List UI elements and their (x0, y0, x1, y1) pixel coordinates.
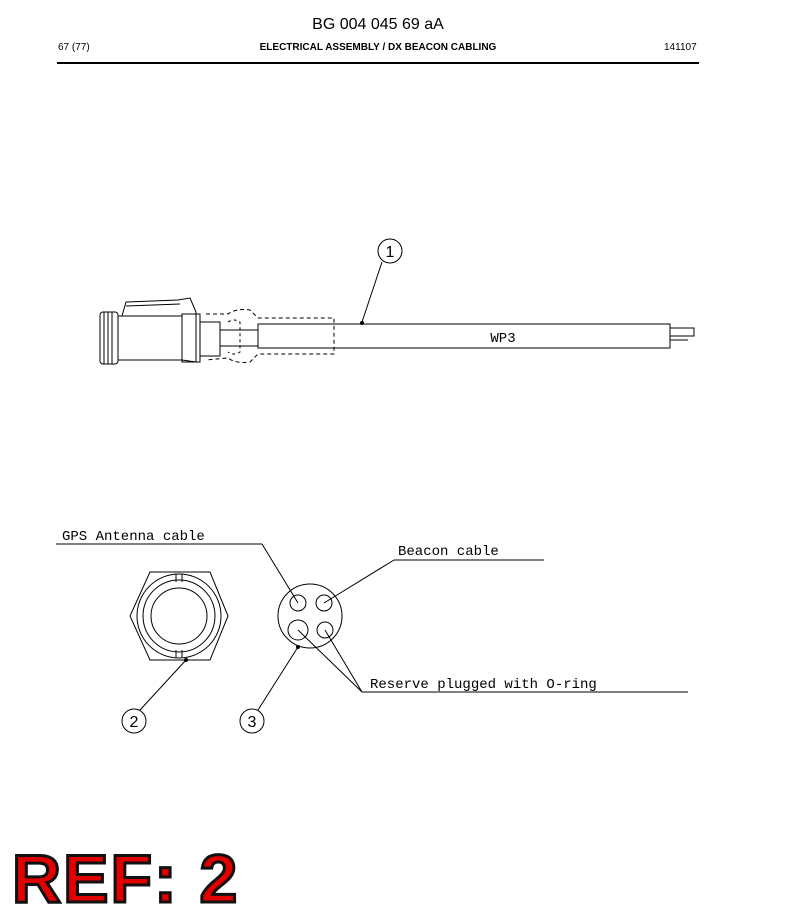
page-number: 67 (77) (58, 42, 90, 53)
boot-outline (206, 310, 334, 363)
connector-body (118, 316, 182, 360)
section-title: ELECTRICAL ASSEMBLY / DX BEACON CABLING (259, 42, 497, 53)
connector-front (100, 312, 118, 364)
callout-2-label: 2 (129, 714, 139, 731)
reserve-label-group (298, 630, 688, 693)
grommet-outline (278, 584, 342, 648)
gps-label-group (56, 529, 298, 603)
callout-3-label: 3 (247, 714, 257, 731)
callout-1-label: 1 (385, 244, 395, 261)
beacon-label-group (324, 544, 544, 603)
gland-nut (122, 572, 228, 733)
cable-assembly (100, 239, 694, 364)
connector-nut (182, 314, 200, 362)
leader-1 (362, 262, 382, 322)
date-code: 141107 (664, 42, 697, 53)
cable-label: WP3 (490, 331, 516, 347)
cable-wp3 (258, 324, 670, 348)
cable-tail (670, 328, 694, 336)
reserve-label: Reserve plugged with O-ring (370, 677, 597, 693)
reference-badge: REF: 2 (12, 841, 240, 917)
leader-3 (258, 647, 298, 710)
document-number: BG 004 045 69 aA (312, 16, 444, 33)
cable-grommet (240, 584, 342, 733)
hex-nut-outline (130, 572, 228, 660)
gps-antenna-label: GPS Antenna cable (62, 529, 205, 545)
beacon-cable-label: Beacon cable (398, 544, 499, 560)
leader-2 (140, 660, 186, 710)
